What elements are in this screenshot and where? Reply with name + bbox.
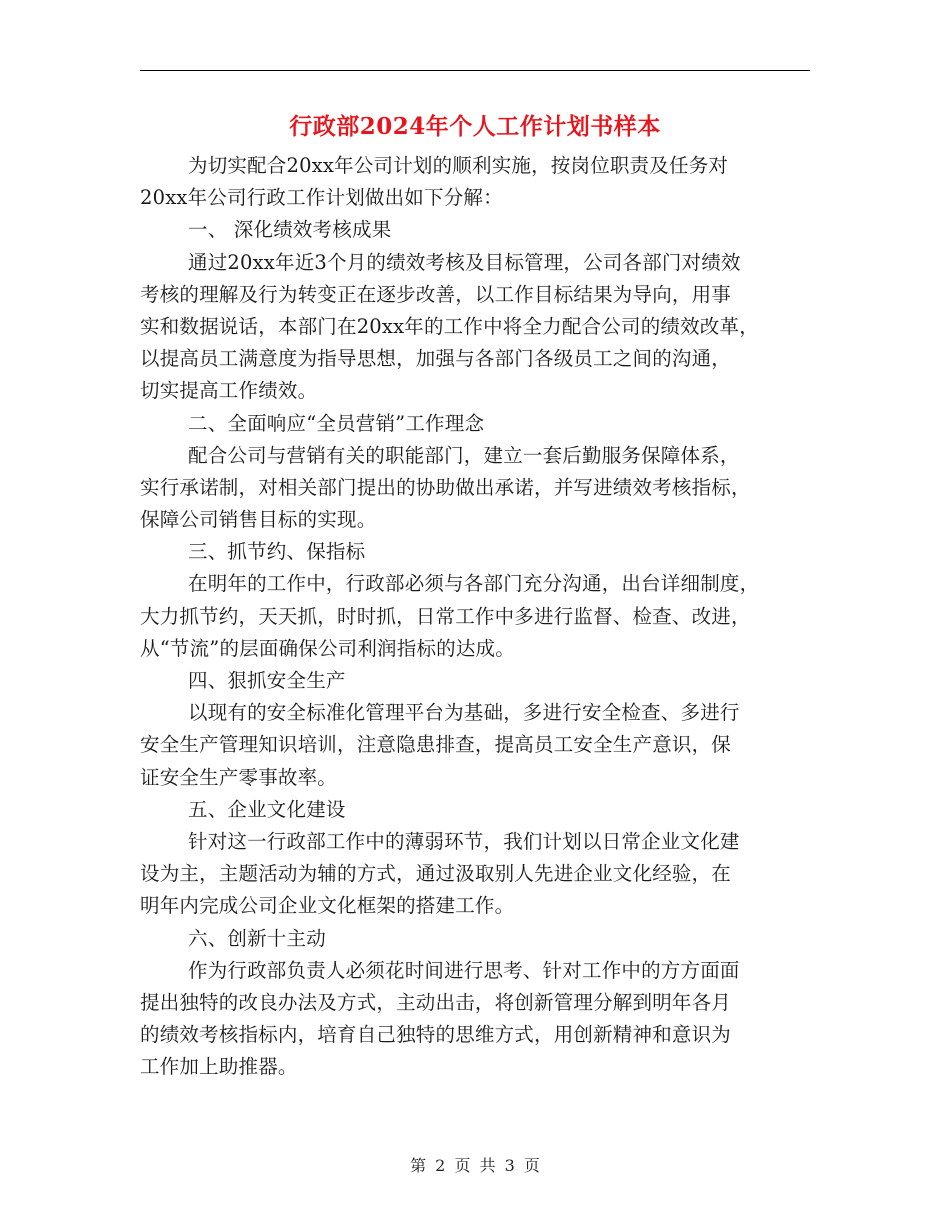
text-line: 提出独特的改良办法及方式，主动出击，将创新管理分解到明年各月 bbox=[140, 990, 732, 1014]
text-line: 切实提高工作绩效。 bbox=[140, 379, 318, 403]
text-line: 配合公司与营销有关的职能部门，建立一套后勤服务保障体系， bbox=[188, 443, 740, 467]
text-line: 明年内完成公司企业文化框架的搭建工作。 bbox=[140, 894, 515, 918]
text-line: 以提高员工满意度为指导思想，加强与各部门各级员工之间的沟通， bbox=[140, 347, 732, 371]
text-line: 工作加上助推器。 bbox=[140, 1055, 298, 1079]
text-line: 的绩效考核指标内，培育自己独特的思维方式，用创新精神和意识为 bbox=[140, 1023, 732, 1047]
text-line: 为切实配合20xx年公司计划的顺利实施，按岗位职责及任务对 bbox=[188, 154, 729, 177]
text-line: 五、企业文化建设 bbox=[188, 797, 346, 821]
text-line: 从“节流”的层面确保公司利润指标的达成。 bbox=[140, 636, 515, 660]
document-title: 行政部2024年个人工作计划书样本 bbox=[289, 113, 661, 140]
text-line: 实和数据说话，本部门在20xx年的工作中将全力配合公司的绩效改革， bbox=[140, 314, 759, 338]
page-number: 第 2 页 共 3 页 bbox=[410, 1156, 540, 1175]
text-line: 四、狠抓安全生产 bbox=[188, 669, 346, 692]
text-line: 设为主，主题活动为辅的方式，通过汲取别人先进企业文化经验，在 bbox=[140, 862, 732, 886]
text-line: 一、 深化绩效考核成果 bbox=[188, 218, 392, 242]
text-line: 作为行政部负责人必须花时间进行思考、针对工作中的方方面面 bbox=[188, 958, 740, 982]
text-line: 通过20xx年近3个月的绩效考核及目标管理，公司各部门对绩效 bbox=[188, 250, 741, 274]
text-line: 考核的理解及行为转变正在逐步改善，以工作目标结果为导向，用事 bbox=[140, 282, 732, 306]
text-line: 大力抓节约，天天抓，时时抓，日常工作中多进行监督、检查、改进， bbox=[140, 604, 751, 628]
text-line: 针对这一行政部工作中的薄弱环节，我们计划以日常企业文化建 bbox=[188, 829, 740, 853]
text-line: 在明年的工作中，行政部必须与各部门充分沟通，出台详细制度， bbox=[188, 572, 760, 596]
text-line: 三、抓节约、保指标 bbox=[188, 540, 366, 564]
text-line: 证安全生产零事故率。 bbox=[140, 765, 338, 789]
text-line: 20xx年公司行政工作计划做出如下分解： bbox=[140, 186, 503, 210]
text-line: 安全生产管理知识培训，注意隐患排查，提高员工安全生产意识，保 bbox=[140, 733, 732, 757]
text-line: 保障公司销售目标的实现。 bbox=[140, 508, 377, 532]
header-rule bbox=[140, 70, 810, 71]
document-body bbox=[140, 150, 812, 1083]
text-line: 以现有的安全标准化管理平台为基础，多进行安全检查、多进行 bbox=[188, 701, 740, 725]
text-line: 二、全面响应“全员营销”工作理念 bbox=[188, 411, 485, 435]
text-line: 六、创新十主动 bbox=[188, 926, 326, 950]
text-line: 实行承诺制，对相关部门提出的协助做出承诺，并写进绩效考核指标， bbox=[140, 475, 751, 499]
